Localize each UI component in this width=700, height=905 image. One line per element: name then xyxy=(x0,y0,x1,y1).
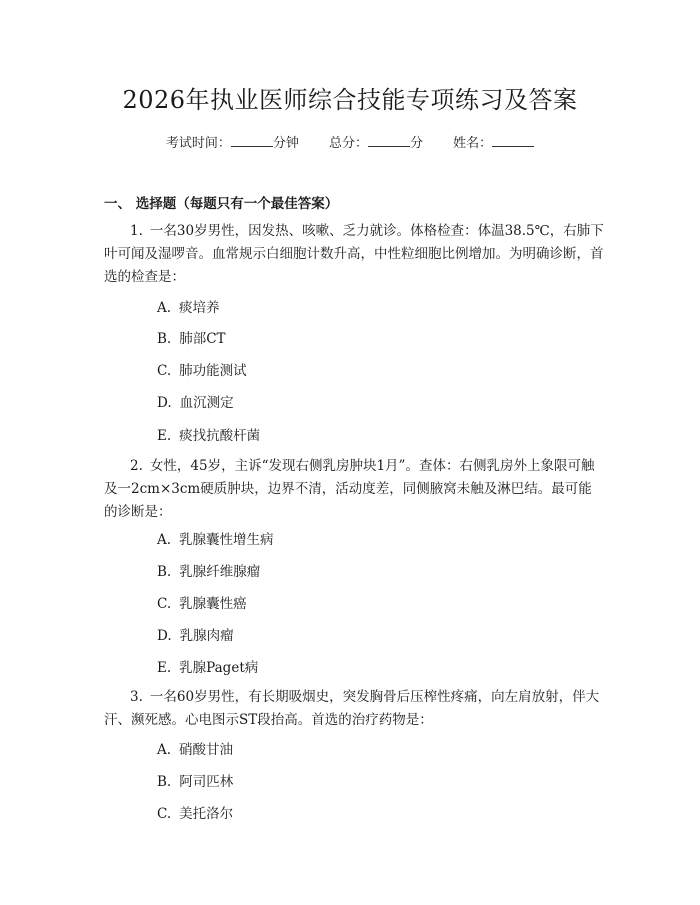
option-text: 乳腺囊性增生病 xyxy=(179,532,274,548)
total-score-unit: 分 xyxy=(410,136,424,151)
question-number: 2. xyxy=(130,458,143,474)
question-2-option-a xyxy=(157,528,274,548)
question-2-option-b xyxy=(157,560,260,580)
question-3-option-b xyxy=(157,770,233,790)
option-letter: C. xyxy=(157,596,172,612)
question-2-option-d xyxy=(157,624,234,644)
question-1-option-a xyxy=(157,296,220,316)
option-letter: B. xyxy=(157,774,172,790)
option-letter: A. xyxy=(157,532,172,548)
question-1-option-c xyxy=(157,359,247,379)
student-name-blank xyxy=(492,134,534,147)
option-text: 乳腺纤维腺瘤 xyxy=(179,564,261,580)
question-1 xyxy=(104,220,604,289)
exam-time-unit: 分钟 xyxy=(272,136,299,151)
exam-meta-line xyxy=(0,132,700,151)
section-heading: 一、 选择题（每题只有一个最佳答案） xyxy=(104,196,339,212)
total-score-label: 总分： xyxy=(328,136,368,151)
option-text: 痰找抗酸杆菌 xyxy=(179,428,261,444)
question-3-option-a xyxy=(157,738,233,758)
option-text: 痰培养 xyxy=(179,300,220,316)
option-letter: C. xyxy=(157,806,172,822)
student-name-label: 姓名： xyxy=(453,136,493,151)
option-text: 乳腺肉瘤 xyxy=(179,628,234,644)
question-text: 女性，45岁，主诉“发现右侧乳房肿块1月”。查体：右侧乳房外上象限可触及一2cm×3cm硬质肿块，边界不清，活动度差，同侧腋窝未触及淋巴结。最可能的诊断是： xyxy=(104,458,595,520)
question-1-option-d xyxy=(157,391,234,411)
option-letter: A. xyxy=(157,742,172,758)
document-title: 2026年执业医师综合技能专项练习及答案 xyxy=(122,86,578,114)
option-text: 阿司匹林 xyxy=(179,774,234,790)
option-letter: E. xyxy=(157,660,172,676)
question-number: 3. xyxy=(130,689,143,705)
question-text: 一名30岁男性，因发热、咳嗽、乏力就诊。体格检查：体温38.5℃，右肺下叶可闻及湿啰音。血常规示白细胞计数升高，中性粒细胞比例增加。为明确诊断，首选的检查是： xyxy=(104,223,604,285)
question-2-option-e xyxy=(157,656,258,676)
question-3 xyxy=(104,686,604,732)
question-number: 1. xyxy=(130,223,143,239)
option-letter: D. xyxy=(157,628,172,644)
option-text: 血沉测定 xyxy=(179,395,234,411)
question-2-option-c xyxy=(157,592,247,612)
question-1-option-b xyxy=(157,327,226,347)
total-score-field xyxy=(329,136,427,151)
question-2 xyxy=(104,455,604,524)
option-letter: B. xyxy=(157,564,172,580)
student-name-field xyxy=(453,136,534,151)
option-letter: E. xyxy=(157,428,172,444)
question-1-option-e xyxy=(157,424,260,444)
option-text: 乳腺Paget病 xyxy=(179,660,259,676)
question-3-option-c xyxy=(157,802,233,822)
option-text: 硝酸甘油 xyxy=(179,742,234,758)
exam-time-field xyxy=(166,136,303,151)
option-letter: A. xyxy=(157,300,172,316)
option-letter: B. xyxy=(157,331,172,347)
question-text: 一名60岁男性，有长期吸烟史，突发胸骨后压榨性疼痛，向左肩放射，伴大汗、濒死感。心电图示ST段抬高。首选的治疗药物是： xyxy=(104,689,600,728)
exam-time-label: 考试时间： xyxy=(165,136,231,151)
exam-time-blank xyxy=(231,134,273,147)
option-letter: D. xyxy=(157,395,172,411)
total-score-blank xyxy=(368,134,410,147)
option-text: 肺功能测试 xyxy=(179,363,247,379)
option-text: 乳腺囊性癌 xyxy=(179,596,247,612)
option-text: 肺部CT xyxy=(179,331,226,347)
option-text: 美托洛尔 xyxy=(179,806,234,822)
option-letter: C. xyxy=(157,363,172,379)
